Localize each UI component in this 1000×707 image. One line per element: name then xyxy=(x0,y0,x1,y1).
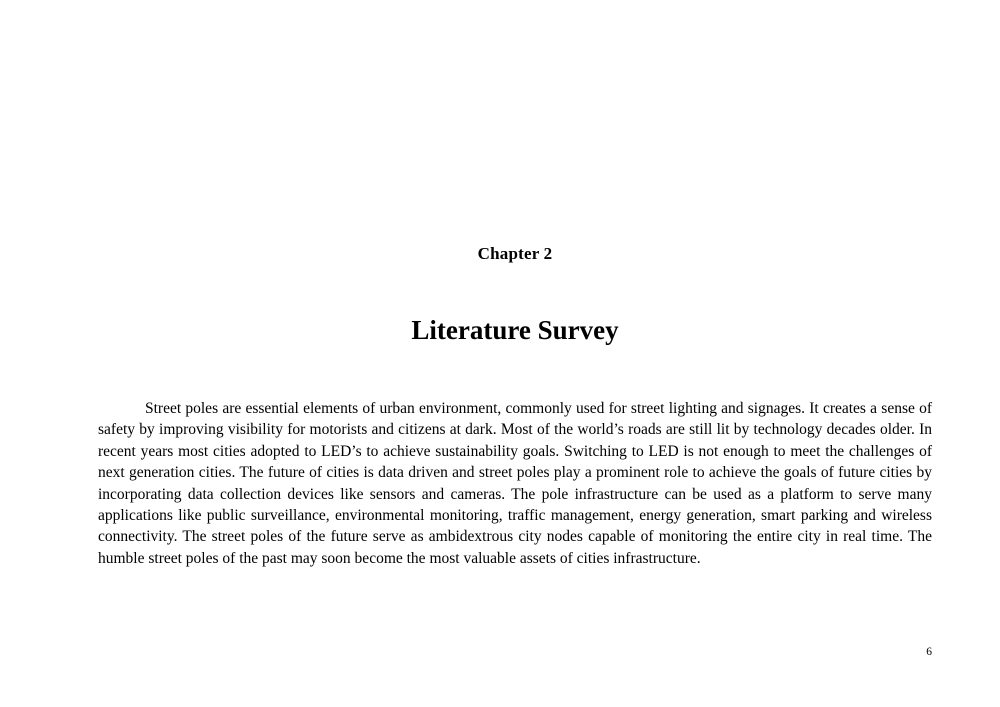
page-title: Literature Survey xyxy=(411,315,619,345)
body-paragraph: Street poles are essential elements of urban environment, commonly used for street lighting and signages. It creates a sense of safety by improving visibility for motorists and citizens at dark. Most of the world’s roads are still lit by technology decades older. In recent years most cities adopted to LED’s to achieve sustainability goals. Switching to LED is not enough to meet the challenges of next generation cities. The future of cities is data driven and street poles play a prominent role to achieve the goals of future cities by incorporating data collection devices like sensors and cameras. The pole infrastructure can be used as a platform to serve many applications like public surveillance, environmental monitoring, traffic management, energy generation, smart parking and wireless connectivity. The street poles of the future serve as ambidextrous city nodes capable of monitoring the entire city in real time. The humble street poles of the past may soon become the most valuable assets of cities infrastructure. xyxy=(98,400,932,567)
page-number: 6 xyxy=(926,646,932,658)
chapter-heading: Chapter 2 xyxy=(477,244,553,263)
